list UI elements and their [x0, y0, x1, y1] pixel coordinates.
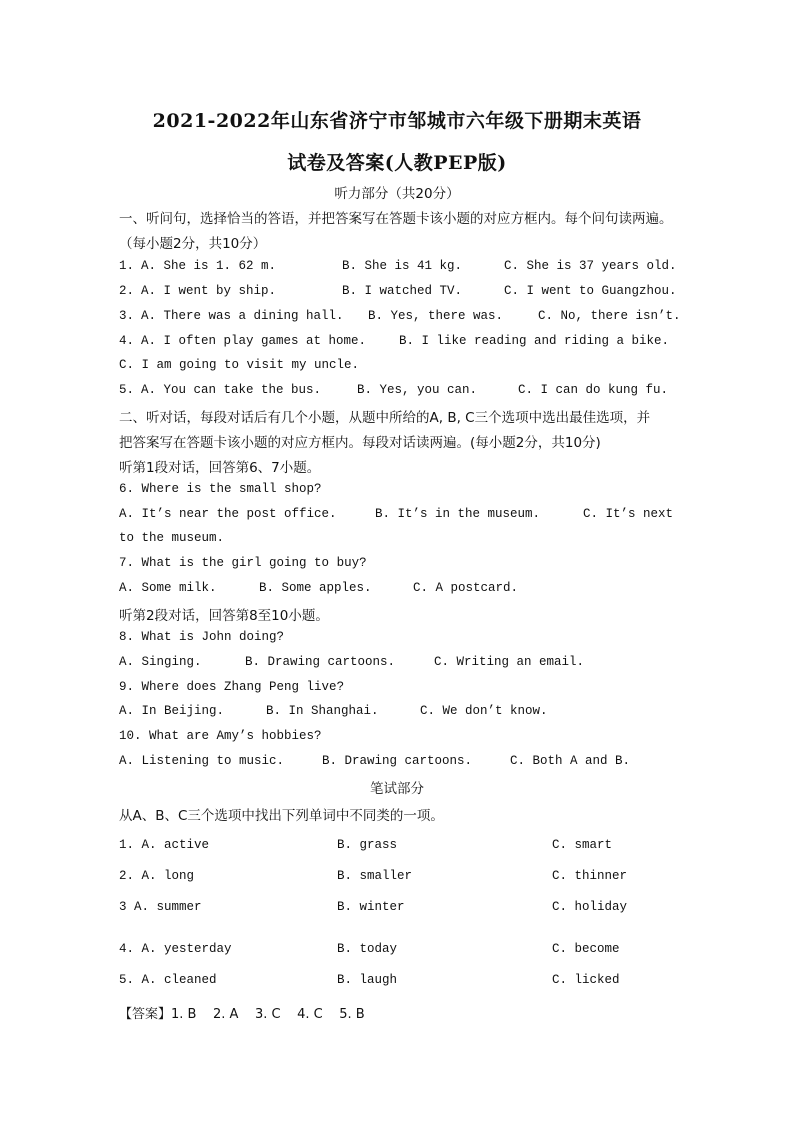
- question-number: 9.: [119, 680, 135, 694]
- option-c: C. Both A and B.: [510, 754, 631, 768]
- option-b: B. smaller: [337, 869, 413, 883]
- option-c: C. become: [552, 942, 620, 956]
- option-b: B. She is 41 kg.: [342, 259, 463, 273]
- option-a: A. Some milk.: [119, 581, 217, 595]
- option-b: B. Drawing cartoons.: [245, 655, 396, 669]
- question-number: 7.: [119, 556, 135, 570]
- question-number: 6.: [119, 482, 135, 496]
- part2-instruction-line2: 把答案写在答题卡该小题的对应方框内。每段对话读两遍。(每小题2分，共10分): [119, 435, 601, 451]
- option-c: C. She is 37 years old.: [504, 259, 677, 273]
- option-a: A. I often play games at home.: [141, 334, 367, 348]
- question-6-continuation: to the museum.: [119, 531, 225, 545]
- item-label-option-a: 5. A. cleaned: [119, 973, 217, 987]
- option-b: B. Yes, there was.: [368, 309, 504, 323]
- page-title-line2: 试卷及答案(人教PEP版): [287, 152, 507, 174]
- part2-instruction-line1: 二、听对话，每段对话后有几个小题，从题中所给的A, B, C三个选项中选出最佳选项，并: [119, 410, 651, 426]
- question-8-text: [119, 630, 284, 644]
- item-label-option-a: 4. A. yesterday: [119, 942, 232, 956]
- option-c: C. We don’t know.: [420, 704, 548, 718]
- option-c: C. licked: [552, 973, 620, 987]
- option-a: A. You can take the bus.: [141, 383, 322, 397]
- option-b: B. laugh: [337, 973, 398, 987]
- option-a: A. Singing.: [119, 655, 202, 669]
- question-4-option-c: C. I am going to visit my uncle.: [119, 358, 360, 372]
- option-b: B. Yes, you can.: [357, 383, 478, 397]
- option-b: B. today: [337, 942, 398, 956]
- question-number: 3.: [119, 309, 135, 323]
- option-a: A. It’s near the post office.: [119, 507, 337, 521]
- question-9-text: [119, 680, 344, 694]
- option-a: A. She is 1. 62 m.: [141, 259, 277, 273]
- question-number: 4.: [119, 334, 135, 348]
- part1-instruction-line1: 一、听问句，选择恰当的答语，并把答案写在答题卡该小题的对应方框内。每个问句读两遍。: [119, 211, 673, 227]
- option-b: B. I watched TV.: [342, 284, 463, 298]
- listening-section-title: 听力部分（共20分）: [334, 186, 460, 202]
- page-title-line1: 2021-2022年山东省济宁市邹城市六年级下册期末英语: [152, 110, 642, 132]
- option-b: B. winter: [337, 900, 405, 914]
- option-b: B. Drawing cartoons.: [322, 754, 473, 768]
- option-a: A. In Beijing.: [119, 704, 225, 718]
- question-number: 10.: [119, 729, 142, 743]
- option-c: C. Writing an email.: [434, 655, 585, 669]
- written-instruction: 从A、B、C三个选项中找出下列单词中不同类的一项。: [119, 808, 444, 824]
- option-c: C. thinner: [552, 869, 628, 883]
- option-b: B. In Shanghai.: [266, 704, 379, 718]
- item-label-option-a: 3 A. summer: [119, 900, 202, 914]
- option-c: C. A postcard.: [413, 581, 519, 595]
- option-b: B. It’s in the museum.: [375, 507, 541, 521]
- question-text: What are Amy’s hobbies?: [149, 729, 322, 743]
- question-number: 1.: [119, 259, 135, 273]
- option-a: A. There was a dining hall.: [141, 309, 344, 323]
- question-number: 2.: [119, 284, 135, 298]
- question-6-text: [119, 482, 322, 496]
- part1-instruction-line2: （每小题2分，共10分）: [119, 236, 267, 252]
- option-c: C. smart: [552, 838, 613, 852]
- answer-key: 【答案】1. B 2. A 3. C 4. C 5. B: [119, 1007, 365, 1022]
- item-label-option-a: 2. A. long: [119, 869, 195, 883]
- dialogue2-intro: 听第2段对话，回答第8至10小题。: [119, 608, 329, 624]
- question-text: What is the girl going to buy?: [141, 556, 367, 570]
- option-b: B. Some apples.: [259, 581, 372, 595]
- option-c: C. No, there isn’t.: [538, 309, 681, 323]
- option-b: B. I like reading and riding a bike.: [399, 334, 670, 348]
- option-b: B. grass: [337, 838, 398, 852]
- question-10-text: [119, 729, 322, 743]
- option-c: C. It’s next: [583, 507, 674, 521]
- question-text: Where is the small shop?: [141, 482, 322, 496]
- option-a: A. Listening to music.: [119, 754, 285, 768]
- question-number: 5.: [119, 383, 135, 397]
- written-section-title: 笔试部分: [370, 781, 424, 797]
- question-text: Where does Zhang Peng live?: [141, 680, 345, 694]
- question-number: 8.: [119, 630, 135, 644]
- option-c: C. holiday: [552, 900, 628, 914]
- item-label-option-a: 1. A. active: [119, 838, 210, 852]
- question-7-text: [119, 556, 367, 570]
- option-c: C. I went to Guangzhou.: [504, 284, 677, 298]
- option-a: A. I went by ship.: [141, 284, 277, 298]
- option-c: C. I can do kung fu.: [518, 383, 669, 397]
- question-text: What is John doing?: [141, 630, 285, 644]
- dialogue1-intro: 听第1段对话，回答第6、7小题。: [119, 460, 321, 476]
